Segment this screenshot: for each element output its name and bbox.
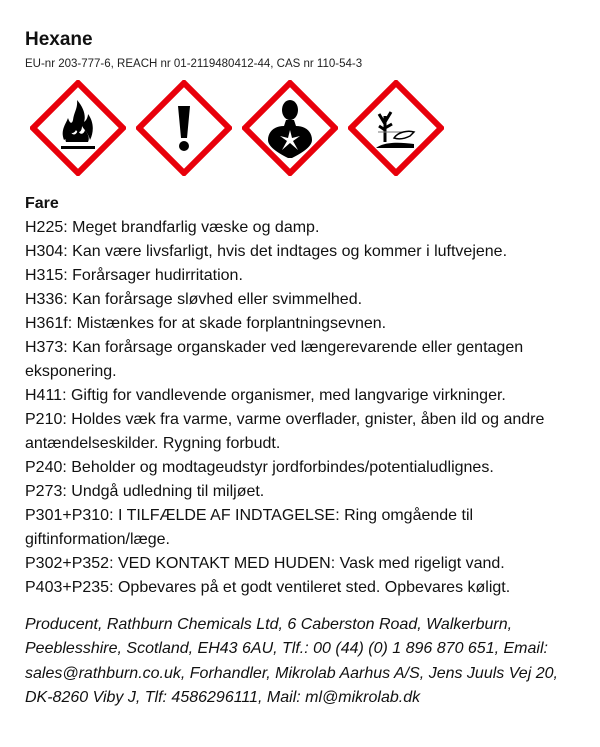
- product-name: Hexane: [25, 29, 93, 50]
- statement: H315: Forårsager hudirritation.: [25, 267, 243, 284]
- supplier-info: Producent, Rathburn Chemicals Ltd, 6 Caberston Road, Walkerburn, Peeblesshire, Scotland, EH43 6AU, Tlf.: 00 (44) (0) 1 896 870 651, Email: sales@rathburn.co.uk, Forhandler, Mikrolab Aarhus A/S, Jens Juuls Vej 20, DK-8260 Viby J, Tlf: 4586296111, Mail: ml@mikrolab.dk: [25, 616, 558, 706]
- statement: H336: Kan forårsage sløvhed eller svimmelhed.: [25, 291, 363, 308]
- statement: P240: Beholder og modtageudstyr jordforbindes/potentialudlignes.: [25, 459, 494, 476]
- signal-word: Fare: [25, 195, 59, 212]
- statement: H411: Giftig for vandlevende organismer, med langvarige virkninger.: [25, 387, 506, 404]
- flame-icon: [30, 80, 126, 176]
- hazard-statements: [25, 216, 585, 600]
- product-identifiers: EU-nr 203-777-6, REACH nr 01-2119480412-44, CAS nr 110-54-3: [25, 58, 363, 70]
- hazard-pictograms: [30, 80, 585, 178]
- statement: P301+P310: I TILFÆLDE AF INDTAGELSE: Ring omgående til giftinformation/læge.: [25, 507, 474, 548]
- statement: H361f: Mistænkes for at skade forplantningsevnen.: [25, 315, 387, 332]
- statement: P403+P235: Opbevares på et godt ventileret sted. Opbevares køligt.: [25, 579, 511, 596]
- statement: P273: Undgå udledning til miljøet.: [25, 483, 265, 500]
- health-hazard-icon: [242, 80, 338, 176]
- statement: H373: Kan forårsage organskader ved længerevarende eller gentagen eksponering.: [25, 339, 524, 380]
- exclamation-icon: [136, 80, 232, 176]
- statement: P210: Holdes væk fra varme, varme overflader, gnister, åben ild og andre antændelseskilder. Rygning forbudt.: [25, 411, 545, 452]
- statement: H304: Kan være livsfarligt, hvis det indtages og kommer i luftvejene.: [25, 243, 508, 260]
- statement: H225: Meget brandfarlig væske og damp.: [25, 219, 320, 236]
- safety-label: [25, 28, 585, 710]
- environment-icon: [348, 80, 444, 176]
- statement: P302+P352: VED KONTAKT MED HUDEN: Vask med rigeligt vand.: [25, 555, 505, 572]
